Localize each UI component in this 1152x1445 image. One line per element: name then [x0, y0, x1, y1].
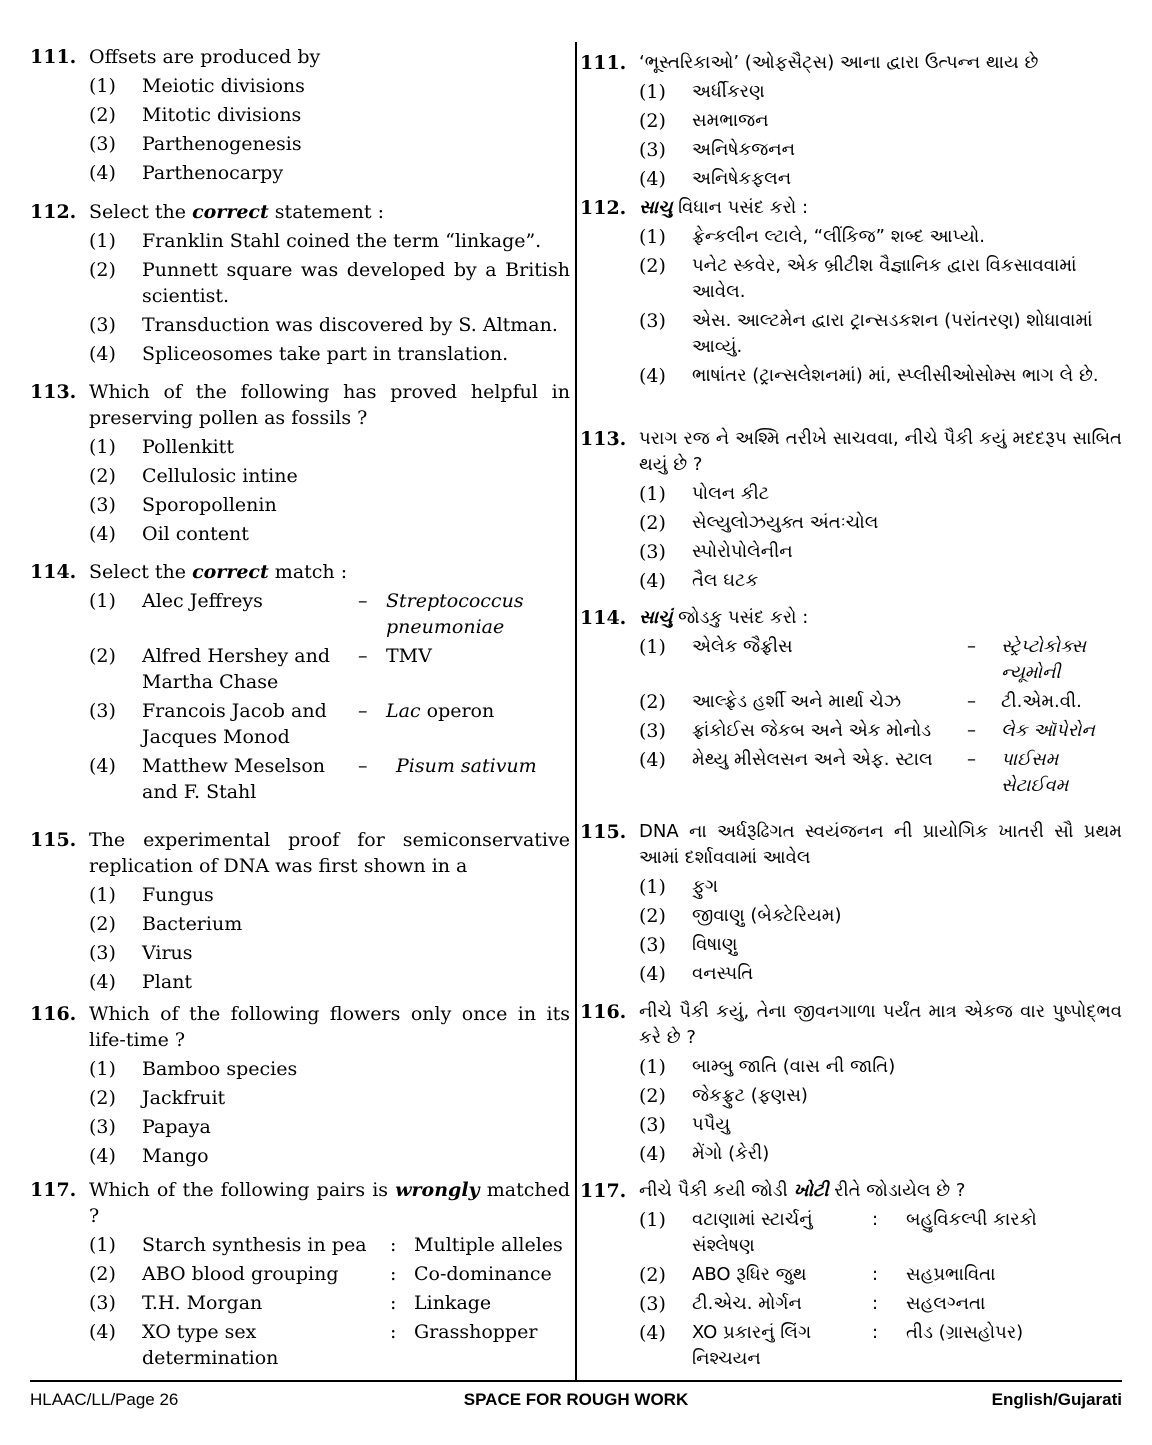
match-left: Alfred Hershey and Martha Chase: [142, 645, 330, 693]
option-text: એસ. આલ્ટમેન દ્વારા ટ્રાન્સડકશન (પરાંતરણ) શોધાવામાં આવ્યું.: [692, 310, 1093, 357]
option-number: (3): [639, 1293, 666, 1315]
option-text: પનેટ સ્કવેર, એક બ્રીટીશ વૈજ્ઞાનિક દ્વારા વિકસાવવામાં આવેલ.: [692, 255, 1077, 302]
option-number: (3): [639, 720, 666, 742]
option-text: જીવાણુ (બેક્ટેરિયમ): [692, 905, 842, 926]
option-number: (4): [639, 749, 666, 771]
match-left: Matthew Meselson and F. Stahl: [142, 755, 326, 803]
question-text: Offsets are produced by: [89, 46, 321, 68]
match-separator: –: [358, 700, 368, 722]
option-text: Punnett square was developed by a British scientist.: [142, 259, 570, 307]
option-number: (1): [89, 75, 116, 97]
option-number: (1): [639, 226, 666, 248]
option-number: (2): [89, 1263, 116, 1285]
question-number: 112.: [580, 197, 627, 219]
option-text: Meiotic divisions: [142, 75, 305, 97]
option-number: (4): [639, 365, 666, 387]
option-text: અનિષેકજનન: [692, 139, 796, 160]
match-row: [142, 643, 570, 695]
option-number: (4): [89, 1145, 116, 1167]
match-left: ABO blood grouping: [142, 1263, 339, 1285]
question-number: 114.: [30, 561, 77, 583]
option-text: Transduction was discovered by S. Altman.: [142, 314, 558, 336]
option-text: Plant: [142, 971, 193, 993]
option-number: (1): [89, 1234, 116, 1256]
page-id: HLAAC/LL/Page 26: [30, 1390, 179, 1409]
option-number: (1): [89, 436, 116, 458]
match-row: [142, 1290, 570, 1316]
question-115-gu: [580, 819, 1122, 987]
option-number: (4): [639, 168, 666, 190]
option-text: Mitotic divisions: [142, 104, 302, 126]
match-right: પાઈસમ સેટાઈવમ: [1001, 749, 1069, 796]
match-row: [142, 588, 570, 640]
option-number: (2): [89, 259, 116, 281]
match-separator: –: [358, 645, 368, 667]
match-right: લેક ઑપેરોન: [1001, 720, 1095, 741]
match-left: એલેક જૈફ્રીસ: [692, 636, 793, 657]
match-row: [692, 1262, 1122, 1288]
question-text: સાચું જોડકુ પસંદ કરો :: [639, 607, 809, 628]
question-117-gu: [580, 1178, 1122, 1372]
option-number: (3): [89, 1292, 116, 1314]
question-115-en: [30, 827, 570, 995]
question-number: 113.: [30, 381, 77, 403]
option-text: સેલ્યુલોઝયુક્ત અંતઃચોલ: [692, 512, 879, 533]
match-left: આલ્ફ્રેડ હર્શી અને માર્થા ચેઝ: [692, 691, 902, 712]
match-right: Co-dominance: [414, 1263, 552, 1285]
option-number: (3): [639, 541, 666, 563]
match-right: ટી.એમ.વી.: [1001, 691, 1082, 712]
match-row: [692, 634, 1122, 686]
option-text: જેકફ્રુટ (ફણસ): [692, 1085, 808, 1106]
match-separator: –: [967, 749, 976, 770]
match-left: ટી.એચ. મોર્ગન: [692, 1293, 802, 1314]
match-right: Grasshopper: [414, 1321, 538, 1343]
option-number: (4): [89, 1321, 116, 1343]
option-text: બામ્બુ જાતિ (વાસ ની જાતિ): [692, 1056, 896, 1077]
option-number: (2): [639, 512, 666, 534]
column-divider: [575, 42, 577, 1380]
rough-work-label: SPACE FOR ROUGH WORK: [463, 1390, 689, 1409]
option-number: (2): [89, 645, 116, 667]
option-text: વનસ્પતિ: [692, 963, 754, 984]
question-number: 116.: [580, 1001, 627, 1023]
option-text: Spliceosomes take part in translation.: [142, 343, 509, 365]
option-text: Franklin Stahl coined the term “linkage”.: [142, 230, 542, 252]
option-number: (4): [639, 1322, 666, 1344]
match-row: [692, 747, 1122, 799]
match-separator: :: [390, 1263, 397, 1285]
emphasis-word: ખોટી: [793, 1180, 829, 1201]
match-row: [692, 1207, 1122, 1259]
match-right: બહુવિકલ્પી કારકો: [906, 1209, 1037, 1230]
match-left: Francois Jacob and Jacques Monod: [142, 700, 327, 748]
footer-rule: [30, 1380, 1122, 1382]
question-text: Select the correct statement :: [89, 201, 384, 223]
emphasis-word: સાચું: [639, 607, 673, 628]
match-row: [692, 1291, 1122, 1317]
question-text: સાચુ વિધાન પસંદ કરો :: [639, 197, 809, 218]
option-number: (2): [639, 255, 666, 277]
match-row: [142, 1319, 570, 1371]
option-number: (2): [639, 1264, 666, 1286]
option-number: (1): [639, 1209, 666, 1231]
option-number: (2): [639, 110, 666, 132]
question-117-en: [30, 1177, 570, 1371]
question-number: 111.: [580, 52, 627, 74]
option-text: તૈલ ઘટક: [692, 570, 759, 591]
option-number: (1): [639, 876, 666, 898]
question-number: 111.: [30, 46, 77, 68]
option-text: પોલન કીટ: [692, 483, 770, 504]
option-text: Sporopollenin: [142, 494, 277, 516]
question-112-en: [30, 199, 570, 367]
option-text: સ્પોરોપોલેનીન: [692, 541, 793, 562]
emphasis-word: સાચુ: [639, 197, 673, 218]
option-number: (3): [89, 700, 116, 722]
match-right: સહપ્રભાવિતા: [906, 1264, 996, 1285]
option-text: Cellulosic intine: [142, 465, 298, 487]
question-116-gu: [580, 999, 1122, 1167]
question-113-gu: [580, 426, 1122, 594]
option-number: (1): [89, 1058, 116, 1080]
match-separator: –: [967, 720, 976, 741]
option-number: (1): [639, 483, 666, 505]
option-text: Papaya: [142, 1116, 211, 1138]
option-number: (2): [639, 1085, 666, 1107]
question-text: Which of the following pairs is wrongly matched ?: [89, 1179, 570, 1227]
option-number: (1): [639, 81, 666, 103]
option-number: (2): [639, 691, 666, 713]
option-text: અર્ધીકરણ: [692, 81, 765, 102]
option-number: (3): [89, 494, 116, 516]
match-left: T.H. Morgan: [142, 1292, 263, 1314]
language-label: English/Gujarati: [991, 1390, 1122, 1409]
match-left: મેથ્યુ મીસેલસન અને એફ. સ્ટાલ: [692, 749, 933, 770]
emphasis-word: correct: [192, 561, 269, 583]
question-text: The experimental proof for semiconservative replication of DNA was first shown in a: [89, 829, 570, 877]
question-text: Which of the following has proved helpful in preserving pollen as fossils ?: [89, 381, 570, 429]
match-right: Pisum sativum: [396, 755, 537, 777]
option-text: અનિષેકફલન: [692, 168, 792, 189]
question-text: ‘ભૂસ્તરિકાઓ’ (ઓફસૈટ્સ) આના દ્વારા ઉત્પન્ન થાય છે: [639, 52, 1039, 73]
option-text: ફ્રેન્કલીન લ્ટાલે, “લીંકિજ” શબ્દ આપ્યો.: [692, 226, 986, 247]
option-text: Bamboo species: [142, 1058, 298, 1080]
option-text: Parthenogenesis: [142, 133, 302, 155]
match-separator: –: [967, 691, 976, 712]
option-number: (2): [89, 913, 116, 935]
match-row: [142, 1261, 570, 1287]
option-text: Fungus: [142, 884, 214, 906]
question-114-en: [30, 559, 570, 805]
match-right: સહલગ્નતા: [906, 1293, 986, 1314]
match-row: [142, 698, 570, 750]
match-separator: :: [872, 1322, 879, 1343]
question-text: નીચે પૈકી કયું, તેના જીવનગાળા પર્યંત માત્ર એકજ વાર પુષ્પોદ્ભવ કરે છે ?: [639, 1001, 1122, 1048]
question-number: 114.: [580, 607, 627, 629]
option-text: Virus: [142, 942, 193, 964]
match-row: [692, 718, 1122, 744]
emphasis-word: wrongly: [395, 1179, 480, 1201]
match-right: સ્ટ્રેપ્ટોકોક્સ ન્યૂમોની: [1001, 636, 1086, 683]
option-number: (1): [89, 590, 116, 612]
option-number: (4): [89, 343, 116, 365]
match-row: [142, 753, 570, 805]
option-number: (1): [89, 230, 116, 252]
option-text: વિષાણુ: [692, 934, 738, 955]
match-left: ABO રૂધિર જુથ: [692, 1264, 807, 1285]
question-116-en: [30, 1001, 570, 1169]
question-number: 112.: [30, 201, 77, 223]
match-right: Multiple alleles: [414, 1234, 563, 1256]
match-right: TMV: [386, 645, 432, 667]
match-row: [692, 1320, 1122, 1372]
match-separator: :: [872, 1293, 879, 1314]
option-number: (1): [639, 1056, 666, 1078]
option-text: Oil content: [142, 523, 249, 545]
option-number: (3): [639, 310, 666, 332]
match-left: Starch synthesis in pea: [142, 1234, 367, 1256]
option-text: Pollenkitt: [142, 436, 234, 458]
match-separator: :: [390, 1321, 397, 1343]
match-right: Lac operon: [386, 700, 495, 722]
option-number: (4): [639, 570, 666, 592]
option-number: (2): [89, 104, 116, 126]
option-text: ભાષાંતર (ટ્રાન્સલેશનમાં) માં, સ્પ્લીસીઓસોમ્સ ભાગ લે છે.: [692, 365, 1099, 386]
option-number: (3): [89, 1116, 116, 1138]
match-left: XO પ્રકારનું લિંગ નિશ્ચયન: [692, 1322, 812, 1369]
option-number: (4): [89, 162, 116, 184]
option-text: Parthenocarpy: [142, 162, 284, 184]
question-text: Which of the following flowers only once in its life-time ?: [89, 1003, 570, 1051]
match-right: તીડ (ગ્રાસહોપર): [906, 1322, 1024, 1343]
option-text: સમભાજન: [692, 110, 769, 131]
option-text: Mango: [142, 1145, 209, 1167]
option-text: ફુગ: [692, 876, 718, 897]
option-number: (1): [639, 636, 666, 658]
match-separator: :: [872, 1209, 879, 1230]
option-text: મેંગો (કેરી): [692, 1143, 770, 1164]
option-number: (3): [89, 942, 116, 964]
question-number: 117.: [30, 1179, 77, 1201]
option-number: (4): [89, 755, 116, 777]
match-left: Alec Jeffreys: [142, 590, 263, 612]
option-number: (4): [639, 963, 666, 985]
match-left: ફ્રાંકોઈસ જેકબ અને એક મોનોડ: [692, 720, 932, 741]
match-separator: :: [872, 1264, 879, 1285]
question-112-gu: [580, 195, 1122, 389]
option-number: (4): [639, 1143, 666, 1165]
emphasis-word: correct: [192, 201, 269, 223]
option-text: પપૈયુ: [692, 1114, 731, 1135]
match-separator: –: [358, 755, 368, 777]
option-number: (3): [89, 314, 116, 336]
question-text: DNA ના અર્ધરૂઢિગત સ્વયંજનન ની પ્રાયોગિક ખાતરી સૌ પ્રથમ આમાં દર્શાવવામાં આવેલ: [639, 821, 1122, 868]
question-113-en: [30, 379, 570, 547]
option-number: (1): [89, 884, 116, 906]
question-text: Select the correct match :: [89, 561, 348, 583]
question-111-en: [30, 44, 570, 186]
match-separator: :: [390, 1234, 397, 1256]
option-number: (4): [89, 523, 116, 545]
option-number: (2): [89, 1087, 116, 1109]
match-right: Streptococcus pneumoniae: [386, 590, 524, 638]
match-separator: :: [390, 1292, 397, 1314]
option-number: (4): [89, 971, 116, 993]
question-number: 113.: [580, 428, 627, 450]
question-text: પરાગ રજ ને અશ્મિ તરીખે સાચવવા, નીચે પૈકી કયું મદદરૂપ સાબિત થયું છે ?: [639, 428, 1122, 475]
question-number: 116.: [30, 1003, 77, 1025]
question-111-gu: [580, 50, 1122, 192]
match-right: Linkage: [414, 1292, 492, 1314]
option-text: Bacterium: [142, 913, 243, 935]
match-separator: –: [358, 590, 368, 612]
match-row: [142, 1232, 570, 1258]
question-number: 117.: [580, 1180, 627, 1202]
option-number: (2): [639, 905, 666, 927]
option-number: (2): [89, 465, 116, 487]
option-number: (3): [639, 139, 666, 161]
option-number: (3): [639, 1114, 666, 1136]
question-number: 115.: [30, 829, 77, 851]
question-text: નીચે પૈકી કયી જોડી ખોટી રીતે જોડાયેલ છે ?: [639, 1180, 966, 1201]
match-row: [692, 689, 1122, 715]
option-text: Jackfruit: [142, 1087, 226, 1109]
option-number: (3): [639, 934, 666, 956]
option-number: (3): [89, 133, 116, 155]
match-left: XO type sex determination: [142, 1321, 279, 1369]
question-114-gu: [580, 605, 1122, 799]
match-separator: –: [967, 636, 976, 657]
question-number: 115.: [580, 821, 627, 843]
match-left: વટાણામાં સ્ટાર્ચનું સંશ્લેષણ: [692, 1209, 813, 1256]
